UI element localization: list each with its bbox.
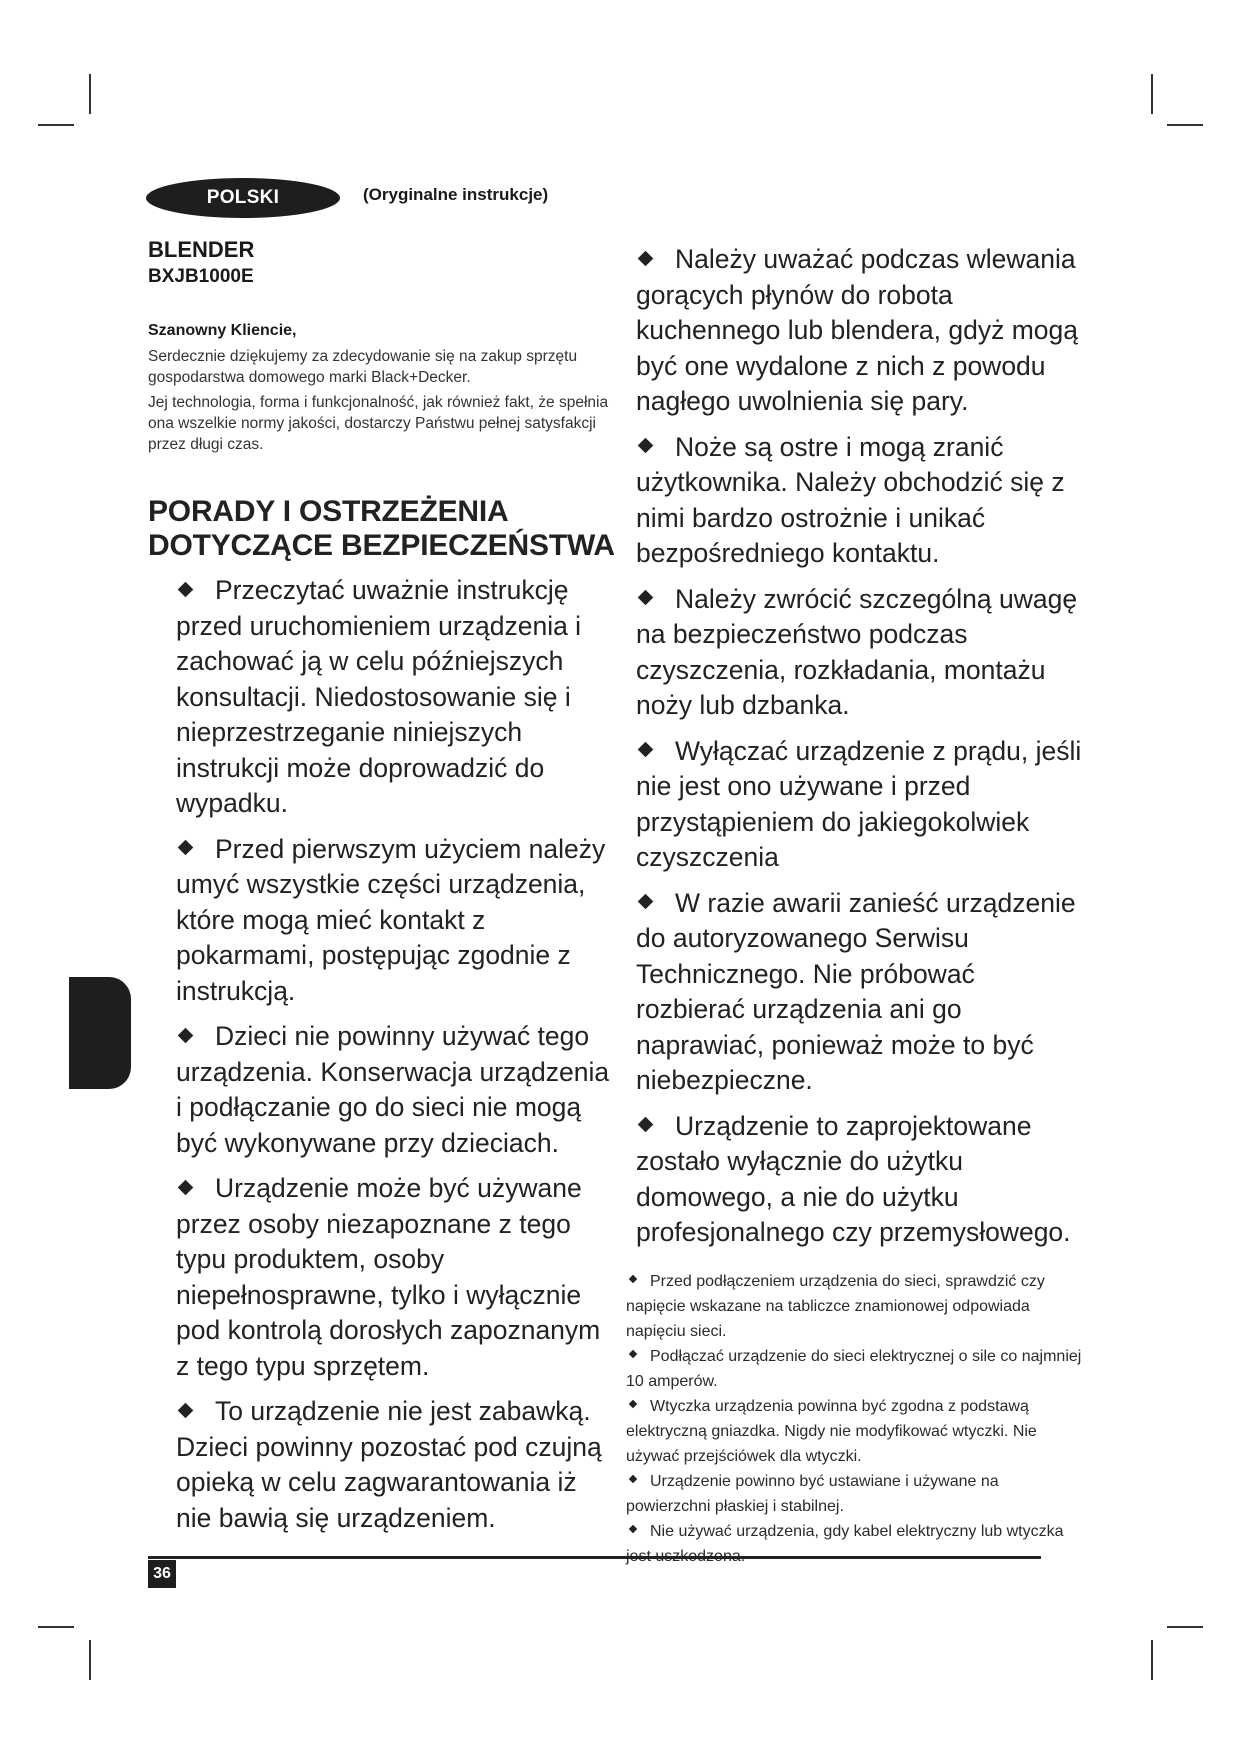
bullet-icon bbox=[178, 840, 194, 856]
list-item-text: Dzieci nie powinny używać tego urządzenia. Konserwacja urządzenia i podłączanie go do sieci nie mogą być wykonywane przy dzieciach. bbox=[176, 1021, 610, 1158]
list-item bbox=[626, 1344, 1086, 1394]
list-item-text: Przeczytać uważnie instrukcję przed uruchomieniem urządzenia i zachować ją w celu późniejszych konsultacji. Niedostosowanie się i nieprzestrzeganie niniejszych instrukcji może doprowadzić do wypadku. bbox=[176, 575, 582, 818]
crop-mark-tl-v bbox=[89, 74, 91, 114]
bullet-icon bbox=[629, 1350, 637, 1358]
bullet-icon bbox=[638, 590, 654, 606]
page-number: 36 bbox=[148, 1560, 176, 1588]
list-item bbox=[636, 582, 1086, 724]
crop-mark-bl-v bbox=[89, 1640, 91, 1680]
bullet-icon bbox=[178, 1027, 194, 1043]
bullet-icon bbox=[638, 250, 654, 266]
bullet-icon bbox=[629, 1525, 637, 1533]
list-item bbox=[636, 886, 1086, 1099]
bullet-icon bbox=[178, 581, 194, 597]
bullet-icon bbox=[638, 894, 654, 910]
list-item bbox=[176, 1019, 616, 1161]
list-item-text: Noże są ostre i mogą zranić użytkownika. Należy obchodzić się z nimi bardzo ostrożnie i unikać bezpośredniego kontaktu. bbox=[636, 431, 1065, 568]
language-badge bbox=[146, 178, 340, 218]
crop-mark-tr-v bbox=[1151, 74, 1153, 114]
list-item-text: Urządzenie to zaprojektowane zostało wyłącznie do użytku domowego, a nie do użytku profesjonalnego czy przemysłowego. bbox=[636, 1110, 1071, 1247]
footer-rule bbox=[148, 1556, 1041, 1559]
list-item-text: Urządzenie powinno być ustawiane i używane na powierzchni płaskiej i stabilnej. bbox=[626, 1472, 999, 1515]
section-title: PORADY I OSTRZEŻENIA DOTYCZĄCE BEZPIECZEŃSTWA bbox=[148, 495, 615, 562]
bullet-icon bbox=[629, 1275, 637, 1283]
intro-paragraph: Serdecznie dziękujemy za zdecydowanie się na zakup sprzętu gospodarstwa domowego marki Black+Decker. bbox=[148, 348, 578, 386]
list-item-text: To urządzenie nie jest zabawką. Dzieci powinny pozostać pod czujną opieką w celu zagwarantowania iż nie bawią się urządzeniem. bbox=[176, 1396, 602, 1533]
bullet-icon bbox=[178, 1179, 194, 1195]
list-item-text: Urządzenie może być używane przez osoby niezapoznane z tego typu produktem, osoby niepełnosprawne, tylko i wyłącznie pod kontrolą dorosłych zapoznanym z tego typu sprzętem. bbox=[176, 1173, 601, 1381]
left-column bbox=[148, 236, 618, 1546]
list-item-text: Nie używać urządzenia, gdy kabel elektryczny lub wtyczka bbox=[650, 1522, 1064, 1540]
product-model: BXJB1000E bbox=[148, 266, 254, 287]
bullet-icon bbox=[178, 1402, 194, 1418]
bullet-icon bbox=[638, 742, 654, 758]
bullet-icon bbox=[638, 438, 654, 454]
section-tab-marker bbox=[69, 977, 131, 1089]
list-item bbox=[176, 1171, 616, 1384]
list-item-text: Należy zwrócić szczególną uwagę na bezpieczeństwo podczas czyszczenia, rozkładania, montażu noży lub dzbanka. bbox=[636, 583, 1078, 720]
list-item bbox=[636, 734, 1086, 876]
intro-paragraph: Jej technologia, forma i funkcjonalność, jak również fakt, że spełnia ona wszelkie normy jakości, dostarczy Państwu pełnej satysfakcji przez długi czas. bbox=[148, 394, 609, 453]
list-item bbox=[626, 1519, 1086, 1569]
list-item bbox=[626, 1394, 1086, 1469]
list-item bbox=[636, 430, 1086, 572]
crop-mark-bl-h bbox=[38, 1626, 74, 1628]
list-item-text: W razie awarii zanieść urządzenie do autoryzowanego Serwisu Technicznego. Nie próbować rozbierać urządzenia ani go naprawiać, ponieważ może to być niebezpieczne. bbox=[636, 887, 1076, 1095]
list-item bbox=[636, 242, 1086, 420]
list-item bbox=[176, 1394, 616, 1536]
right-column bbox=[626, 232, 1086, 1569]
list-item bbox=[176, 573, 616, 822]
list-item-text: Należy uważać podczas wlewania gorących płynów do robota kuchennego lub blendera, gdyż mogą być one wydalone z nich z powodu nagłego uwolnienia się pary. bbox=[636, 244, 1078, 416]
safety-list-right bbox=[636, 242, 1086, 1251]
bullet-icon bbox=[638, 1117, 654, 1133]
intro-text bbox=[148, 346, 618, 455]
crop-mark-tr-h bbox=[1167, 124, 1203, 126]
list-item bbox=[176, 832, 616, 1010]
crop-mark-tl-h bbox=[38, 124, 74, 126]
list-item bbox=[626, 1469, 1086, 1519]
greeting: Szanowny Kliencie, bbox=[148, 322, 297, 339]
list-item-text: Przed podłączeniem urządzenia do sieci, sprawdzić czy napięcie wskazane na tabliczce znamionowej odpowiada napięciu sieci. bbox=[626, 1272, 1045, 1340]
list-item-text: Wtyczka urządzenia powinna być zgodna z podstawą elektryczną gniazdka. Nigdy nie modyfikować wtyczki. Nie używać przejściówek dla wtyczki. bbox=[626, 1397, 1037, 1465]
safety-list-left bbox=[176, 573, 616, 1536]
bullet-icon bbox=[629, 1400, 637, 1408]
original-instructions-note: (Oryginalne instrukcje) bbox=[363, 185, 549, 204]
product-name: BLENDER bbox=[148, 237, 255, 262]
list-item-text: Wyłączać urządzenie z prądu, jeśli nie jest ono używane i przed przystąpieniem do jakiegokolwiek czyszczenia bbox=[636, 735, 1082, 872]
crop-mark-br-h bbox=[1167, 1626, 1203, 1628]
list-item bbox=[626, 1269, 1086, 1344]
language-label: POLSKI bbox=[206, 187, 280, 208]
list-item-text: Przed pierwszym użyciem należy umyć wszystkie części urządzenia, które mogą mieć kontakt z pokarmami, postępując zgodnie z instrukcją. bbox=[176, 833, 606, 1006]
crop-mark-br-v bbox=[1151, 1640, 1153, 1680]
safety-list-small bbox=[626, 1269, 1086, 1569]
bullet-icon bbox=[629, 1475, 637, 1483]
list-item-text: Podłączać urządzenie do sieci elektrycznej o sile co najmniej 10 amperów. bbox=[626, 1347, 1082, 1390]
list-item bbox=[636, 1109, 1086, 1251]
